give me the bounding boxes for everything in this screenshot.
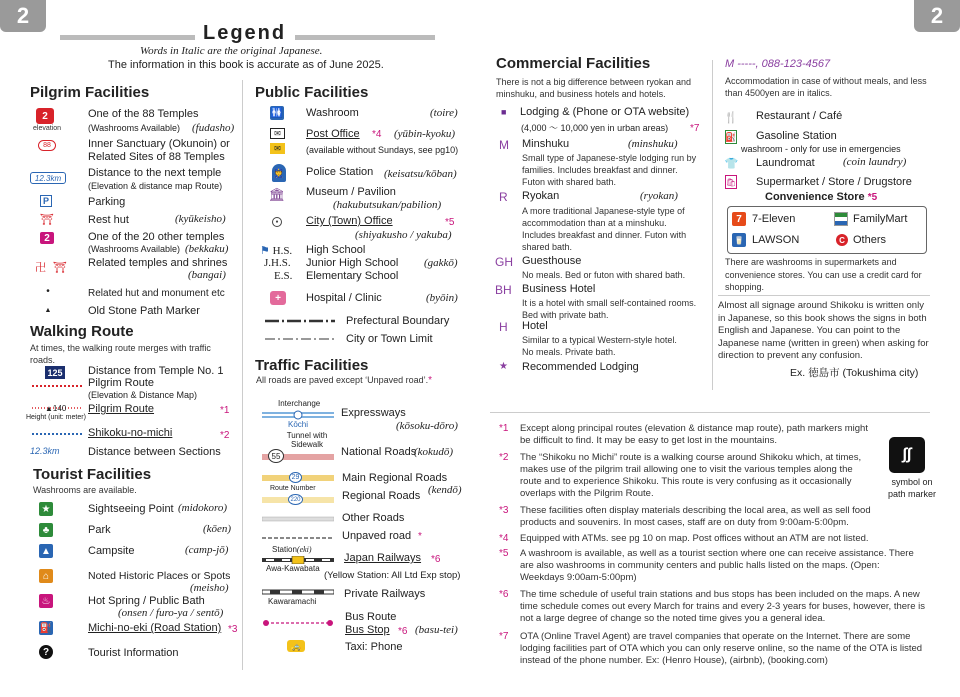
national-road-number: 55 [268,449,284,463]
public-item-washroom-jp: (toire) [430,107,458,119]
interchange-caption: Interchange [278,399,321,408]
prefectural-boundary-line [265,318,335,324]
tourist-item-historic-jp: (meisho) [190,582,229,594]
traffic-item-bus-stop-jp: (basu-tei) [415,624,458,636]
commercial-item-business-hotel: Business Hotel [522,283,596,295]
temple-icon: 2 [36,108,54,124]
campsite-icon: ▲ [39,544,53,558]
traffic-item-bus-stop: Bus Stop [345,624,390,636]
commercial-item-minshuku-desc: Small type of Japanese-style lodging run by families. Includes breakfast and dinner. Futon with shared bath. [522,153,697,187]
tourist-item-park: Park [88,524,111,536]
other-road-line [262,516,334,522]
page-title: Legend [203,22,287,44]
traffic-item-regional-jp: (kendō) [428,484,462,496]
traffic-item-jr-sub: (Yellow Station: All Ltd Exp stop) [324,570,461,581]
tourist-item-sightseeing-jp: (midokoro) [178,502,228,514]
commercial-item-hotel-desc: Similar to a typical Western-style hotel. No meals. Private bath. [522,335,677,357]
path-marker-caption: symbol on path marker [887,477,937,499]
walking-item-pilgrim-route-2: Pilgrim Route [88,403,155,415]
date-note: The information in this book is accurate as of June 2025. [108,59,384,71]
hotel-mark: H [499,320,508,334]
pilgrim-item-distance: Distance to the next temple [88,167,222,179]
page-number-left: 2 [0,0,46,32]
public-item-post-office-sub: (available without Sundays, see pg10) [306,145,459,155]
kochi-caption: Kōchi [288,420,309,429]
public-item-museum-jp: (hakubutsukan/pabilion) [333,199,442,211]
pilgrim-item-temple-sub: (Washrooms Available) [88,123,181,133]
walking-item-distance-sections: Distance between Sections [88,446,221,458]
conv-item-familymart: FamilyMart [853,213,908,225]
business-hotel-mark: BH [495,283,512,297]
public-item-post-office-ref: *4 [372,129,382,140]
washroom-icon: 🚻 [270,107,284,119]
commercial-item-lodging: Lodging & (Phone or OTA website) [520,106,690,118]
commercial-item-guesthouse-desc: No meals. Bed or futon with shared bath. [522,270,686,280]
public-item-police-jp: (keisatsu/kōban) [384,168,457,180]
taxi-icon: 🚕 [287,640,305,652]
commercial-item-recommended: Recommended Lodging [522,361,639,373]
stone-marker-icon: ▲ [44,306,52,314]
pilgrim-title: Pilgrim Facilities [30,84,150,101]
city-limit-line [265,336,335,342]
footnote-3: These facilities often display materials describing the local area, as well as sell food products and souvenirs. In most cases, staff are on duty from 9:00am-5:00pm. [520,505,871,528]
tourist-item-campsite-jp: (camp-jō) [185,544,229,556]
hot-spring-icon: ♨ [39,594,53,608]
right-item-laundromat: Laundromat [756,157,815,169]
restaurant-icon: 🍴 [724,111,738,124]
public-item-high-school: High School [306,244,366,256]
column-divider-right [712,60,713,390]
traffic-item-expressway: Expressways [341,407,406,419]
traffic-item-unpaved-ref: * [418,531,422,542]
museum-icon: 🏛 [268,186,286,202]
footnote-1: Except along principal routes (elevation & distance map route), path markers might be difficult to find. It may be easy to get lost in the mountains. [520,423,868,446]
pilgrim-item-bekkaku: One of the 20 other temples [88,231,225,243]
conv-item-others: Others [853,234,887,246]
road-station-icon: ⛽ [39,622,53,634]
commercial-item-lodging-sub: (4,000 ～ 10,000 yen in urban areas) [521,123,669,133]
traffic-item-regional: Regional Roads [342,490,421,502]
elevation-caption: elevation [33,125,62,132]
footnote-5: A washroom is available, as well as a tourist section where one can receive assistance. There are also washrooms in community centers and public halls listed on the maps. (Open: Weekdays 9:00am-5:00pm) [520,548,914,583]
commercial-item-minshuku-jp: (minshuku) [628,138,678,150]
traffic-item-unpaved: Unpaved road [342,530,412,542]
bekkaku-icon: 2 [40,232,54,244]
tunnel-caption: Tunnel with Sidewalk [286,431,328,449]
page-number-right: 2 [914,0,960,32]
related-hut-icon: • [46,285,50,297]
pilgrim-item-okunoin: Inner Sanctuary (Okunoin) or [88,138,230,150]
footnote-7: OTA (Online Travel Agent) are travel companies that operate on the Internet. There are some lodging facilities part of OTA which you can only reserve online, so the name of the OTA is listed instead of the phone number. Ex: (Henro House), (airbnb), (booking.com) [520,631,923,666]
footnote-7-num: *7 [499,631,509,642]
pilgrim-item-temple: One of the 88 Temples [88,108,199,120]
commercial-item-guesthouse: Guesthouse [522,255,582,267]
conv-item-7-eleven: 7-Eleven [752,213,796,225]
traffic-item-jr-ref: *6 [431,554,441,565]
tourist-item-sightseeing: Sightseeing Point [88,503,174,515]
commercial-note: There is not a big difference between ryokan and minshuku, and business hotels and hotels. [496,77,691,99]
public-item-city-office-ref: *5 [445,217,455,228]
footnote-6-num: *6 [499,589,509,600]
footnote-3-num: *3 [499,505,509,516]
others-icon: C [836,234,848,246]
public-item-hospital: Hospital / Clinic [306,292,382,304]
convenience-title: Convenience Store *5 [765,191,878,203]
unpaved-road-line [262,535,334,541]
public-item-hospital-jp: (byōin) [426,292,458,304]
okunoin-icon: 88 [38,140,56,151]
public-abbr-hs: ⚑ H.S. [260,245,293,257]
public-item-elementary: Elementary School [306,270,399,282]
phone-example: M -----, 088-123-4567 [725,58,831,70]
tourist-item-hot-spring-jp: (onsen / furo-ya / sentō) [118,607,224,619]
post-office-icon: ✉ [270,128,285,139]
walking-note: At times, the walking route merges with traffic roads. [30,343,211,365]
traffic-item-main-regional: Main Regional Roads [342,472,448,484]
italic-note: Words in Italic are the original Japanese. [140,45,323,57]
post-office-atm-icon: ✉ [270,143,285,154]
sign-note: Almost all signage around Shikoku is written only in Japanese, so this book shows the signs in both English and Japanese. You can point to the Japanese name (written in green) when asking for direction to prevent any confusion. [718,300,929,361]
public-item-post-office: Post Office [306,128,360,140]
footnote-1-num: *1 [499,423,509,434]
public-item-city-office-jp: (shiyakusho / yakuba) [355,229,452,241]
public-item-city-office: City (Town) Office [306,215,393,227]
route-number-caption: Route Number [270,485,316,492]
parking-icon: P [40,195,52,207]
tourist-item-historic: Noted Historic Places or Spots [88,570,231,582]
pilgrim-item-bekkaku-jp: (bekkaku) [185,243,229,255]
traffic-item-private: Private Railways [344,588,426,600]
tourist-title: Tourist Facilities [33,466,152,483]
walking-title: Walking Route [30,323,134,340]
walking-item-shikoku-no-michi-ref: *2 [220,430,230,441]
tourist-item-road-station: Michi-no-eki (Road Station) [88,622,222,634]
traffic-item-national: National Roads [341,446,417,458]
commercial-item-hotel: Hotel [522,320,548,332]
related-temples-icon: 卍 ⛩ [34,262,70,274]
seven-eleven-icon: 7 [732,212,746,226]
rest-hut-icon: ⛩ [40,213,54,226]
pilgrim-item-bekkaku-sub: (Washrooms Available) [88,244,181,254]
expressway-line [262,410,334,420]
public-item-prefectural: Prefectural Boundary [346,315,450,327]
tourist-item-hot-spring: Hot Spring / Public Bath [88,595,205,607]
main-regional-number: 29 [289,472,302,483]
pilgrim-item-related-jp: (bangai) [188,269,226,281]
public-item-junior-high: Junior High School [306,257,399,269]
distance-sections-icon: 12.3km [30,446,60,456]
tourist-item-campsite: Campsite [88,545,135,557]
pilgrim-item-rest-hut: Rest hut [88,214,129,226]
traffic-item-other: Other Roads [342,512,405,524]
footnote-4: Equipped with ATMs. see pg 10 on map. Post offices without an ATM are not listed. [520,533,869,544]
pilgrim-item-distance-sub: (Elevation & distance map Route) [88,181,223,191]
distance-temple-icon: 125 [45,366,65,379]
pilgrim-item-rest-hut-jp: (kyūkeisho) [175,213,226,225]
jr-railway-line [262,556,334,564]
right-item-gasoline-sub: washroom - only for use in emergencies [741,144,901,154]
traffic-note: All roads are paved except ‘Unpaved road’.* [256,375,433,386]
tourist-note: Washrooms are available. [33,485,137,495]
traffic-item-taxi: Taxi: Phone [345,641,403,653]
public-item-museum: Museum / Pavilion [306,186,396,198]
gasoline-icon: ⛽ [725,130,737,144]
traffic-item-national-jp: (kokudō) [414,446,454,458]
footnote-5-num: *5 [499,548,509,559]
station-caption: Station(eki) [272,545,312,554]
police-icon: 👮 [272,164,286,182]
right-item-gasoline: Gasoline Station [756,130,837,142]
footnote-2: The “Shikoku no Michi” route is a walking course around Shikoku which, at times, makes use of the pilgrim trail allowing one to visit the various temples along the route and to experience Shikoku. This route is very confusing as it occasionally overlaps with the Pilgrim Route. [520,452,862,499]
public-item-post-office-jp: (yūbin-kyoku) [394,128,456,140]
commercial-item-lodging-ref: *7 [690,123,700,134]
footnote-2-num: *2 [499,452,509,463]
public-title: Public Facilities [255,84,369,101]
footnote-divider [490,412,930,413]
commercial-title: Commercial Facilities [496,55,651,72]
pilgrim-item-stone-marker: Old Stone Path Marker [88,305,200,317]
walking-item-pilgrim-route: Pilgrim Route [88,377,155,389]
sign-divider [718,295,930,296]
right-item-restaurant: Restaurant / Café [756,110,843,122]
tourist-info-icon: ? [39,645,53,659]
conv-note: There are washrooms in supermarkets and convenience stores. You can use a credit card for shopping. [725,257,922,292]
tourist-item-park-jp: (kōen) [203,523,232,535]
public-item-police: Police Station [306,166,374,178]
column-divider [242,80,243,670]
park-icon: ♣ [39,523,53,537]
familymart-icon [834,212,848,226]
pilgrim-item-hut-monument: Related hut and monument etc [88,288,225,299]
public-item-school-jp: (gakkō) [424,257,458,269]
commercial-item-ryokan-desc: A more traditional Japanese-style type of accommodation than at a minshuku. Includes breakfast and dinner. Futon with shared bath. [522,206,687,252]
distance-next-icon: 12.3km [30,172,66,184]
public-item-washroom: Washroom [306,107,359,119]
right-item-supermarket: Supermarket / Store / Drugstore [756,176,912,188]
footnote-4-num: *4 [499,533,509,544]
traffic-item-bus-stop-ref: *6 [398,626,408,637]
awa-kawabata-caption: Awa-Kawabata [266,564,320,573]
sightseeing-icon: ★ [39,502,53,516]
traffic-title: Traffic Facilities [255,357,369,374]
pilgrim-item-related: Related temples and shrines [88,257,228,269]
recommended-mark: ★ [499,361,508,372]
walking-item-shikoku-no-michi: Shikoku-no-michi [88,427,173,439]
kawaramachi-caption: Kawaramachi [268,597,317,606]
guesthouse-mark: GH [495,255,513,269]
walking-item-pilgrim-route-2-ref: *1 [220,405,230,416]
pilgrim-item-okunoin-2: Related Sites of 88 Temples [88,151,225,163]
supermarket-icon: 🛍 [725,175,737,189]
lawson-icon: 🥛 [732,233,746,247]
walking-item-distance: Distance from Temple No. 1 [88,365,224,377]
shikoku-no-michi-line [32,431,82,437]
public-abbr-jhs: J.H.S. [264,257,291,269]
bus-route-line [262,617,334,629]
pilgrim-item-temple-jp: (fudasho) [192,122,235,134]
historic-icon: ⌂ [39,569,53,583]
commercial-item-minshuku: Minshuku [522,138,570,150]
walking-item-pilgrim-route-sub: (Elevation & Distance Map) [88,390,198,400]
minshuku-mark: M [499,138,509,152]
right-item-laundromat-jp: (coin laundry) [843,156,907,168]
hospital-icon: + [270,291,286,305]
height-marker-icon: ▲140 [45,404,67,413]
traffic-item-bus-route: Bus Route [345,611,397,623]
path-marker-icon: ∫∫ [889,437,925,473]
footnote-6: The time schedule of useful train stations and bus stops has been included on the maps. A new time schedule comes out every March for trains and every 2-3 years for buses, however, there is not a large degree of change so the noted time gives you a general idea. [520,589,925,624]
public-item-city-limit: City or Town Limit [346,333,433,345]
pilgrim-item-parking: Parking [88,196,126,208]
commercial-item-ryokan-jp: (ryokan) [640,190,678,202]
public-abbr-es: E.S. [274,270,293,282]
pilgrim-route-line [32,383,82,389]
commercial-item-ryokan: Ryokan [522,190,560,202]
tourist-item-road-station-ref: *3 [228,624,238,635]
traffic-item-jr: Japan Railways [344,552,422,564]
title-rule-right [295,35,435,40]
private-railway-line [262,589,334,595]
regional-road-number: 220 [288,494,303,505]
height-caption: Height (unit: meter) [26,414,86,421]
traffic-item-expressway-jp: (kōsoku-dōro) [396,420,458,432]
tourist-item-info: Tourist Information [88,647,179,659]
phone-note: Accommodation in case of without meals, and less than 4500yen are in italics. [725,76,927,98]
commercial-item-business-hotel-desc: It is a hotel with small self-contained rooms. Bed with private bath. [522,298,697,320]
city-office-icon: ● [272,217,282,227]
lodging-mark: ■ [501,107,507,117]
sign-example: Ex. 徳島市 (Tokushima city) [790,367,919,379]
ryokan-mark: R [499,190,508,204]
title-rule-left [60,35,195,40]
laundromat-icon: 👕 [724,157,739,170]
conv-item-lawson: LAWSON [752,234,800,246]
